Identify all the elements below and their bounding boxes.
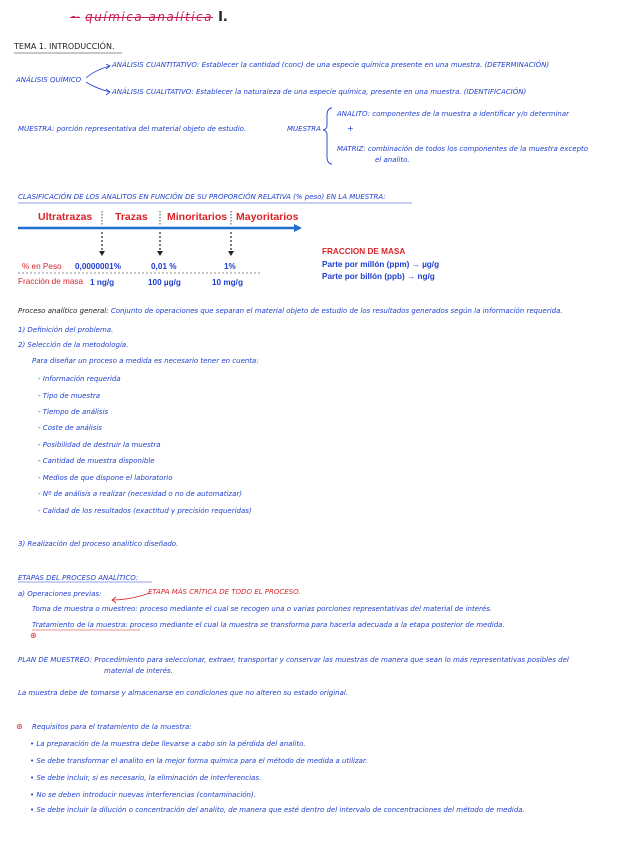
ppm-definition: Parte por millón (ppm) → µg/g <box>322 260 440 269</box>
para-disenar: Para diseñar un proceso a medida es necesario tener en cuenta: <box>32 357 259 365</box>
mass-value-2: 100 µg/g <box>148 278 181 287</box>
branch-arrow-down <box>86 82 110 92</box>
muestra-brace <box>323 108 332 164</box>
fraccion-masa-title: FRACCION DE MASA <box>322 247 406 256</box>
requisito-item: • No se deben introducir nuevas interferencias (contaminación). <box>30 791 256 799</box>
list-item: - Tipo de muestra <box>38 392 101 400</box>
percent-value-3: 1% <box>224 262 236 271</box>
list-item: - Información requerida <box>38 375 121 383</box>
toma-muestra: Toma de muestra o muestreo: proceso mediante el cual se recogen una o varias porciones representativas del material de interés. <box>32 605 493 613</box>
list-item: - Coste de análisis <box>38 424 102 432</box>
scale-down-arrow-head <box>228 251 234 256</box>
list-item: - Posibilidad de destruir la muestra <box>38 441 161 449</box>
analisis-label: ANÁLISIS QUÍMICO <box>16 76 82 84</box>
matriz-def-1: MATRIZ: combinación de todos los componentes de la muestra excepto <box>337 145 589 153</box>
title-number: I. <box>218 10 228 25</box>
category-minoritarios: Minoritarios <box>167 211 228 223</box>
list-item: - Calidad de los resultados (exactitud y precisión requeridas) <box>38 507 252 515</box>
proceso-intro-head: Proceso analítico general: <box>18 307 109 315</box>
percent-value-2: 0,01 % <box>151 262 177 271</box>
etapa-a: a) Operaciones previas: <box>18 590 102 598</box>
category-ultratrazas: Ultratrazas <box>38 211 93 223</box>
analisis-cuantitativo: ANÁLISIS CUANTITATIVO: Establecer la cantidad (conc) de una especie química presente en una muestra. (DETERMINACIÓN) <box>112 61 550 69</box>
title-main: química analítica <box>85 10 213 24</box>
scale-arrow-head <box>294 224 302 232</box>
percent-value-1: 0,0000001% <box>75 262 121 271</box>
topic-heading: TEMA 1. INTRODUCCIÓN. <box>14 42 115 51</box>
plan-muestreo-2: material de interés. <box>104 667 173 675</box>
plus-sign: + <box>347 124 354 133</box>
clasificacion-heading: CLASIFICACIÓN DE LOS ANALITOS EN FUNCIÓN DE SU PROPORCIÓN RELATIVA (% peso) EN LA MUESTRA: <box>18 193 386 201</box>
etapas-heading: ETAPAS DEL PROCESO ANALÍTICO: <box>18 574 139 582</box>
tratamiento-muestra: Tratamiento de la muestra: proceso mediante el cual la muestra se transforma para hacerla adecuada a la etapa posterior de medida. <box>32 621 505 629</box>
critica-arrow <box>112 593 150 600</box>
percent-label: % en Peso <box>22 262 62 271</box>
requisito-item: • Se debe incluir la dilución o concentración del analito, de manera que esté dentro del intervalo de concentraciones del método de medida. <box>30 806 525 814</box>
mass-label: Fracción de masa <box>18 277 84 286</box>
plan-muestreo-1: PLAN DE MUESTREO: Procedimiento para seleccionar, extraer, transportar y conservar las muestras de manera que sean lo más representativas posibles del <box>18 656 569 664</box>
list-item: - Tiempo de análisis <box>38 408 109 416</box>
category-mayoritarios: Mayoritarios <box>236 211 299 223</box>
mass-value-3: 10 mg/g <box>212 278 243 287</box>
ppb-definition: Parte por billón (ppb) → ng/g <box>322 272 435 281</box>
step-1: 1) Definición del problema. <box>18 326 114 334</box>
branch-arrow-up <box>86 66 110 78</box>
star-icon: ⊛ <box>16 722 23 731</box>
conservacion-note: La muestra debe de tomarse y almacenarse en condiciones que no alteren su estado original. <box>18 689 349 697</box>
category-trazas: Trazas <box>115 211 148 223</box>
mass-value-1: 1 ng/g <box>90 278 115 287</box>
star-icon: ⊛ <box>30 631 37 640</box>
scale-down-arrow-head <box>157 251 163 256</box>
step-3: 3) Realización del proceso analítico diseñado. <box>18 540 179 548</box>
step-2: 2) Selección de la metodología. <box>18 341 129 349</box>
analisis-cualitativo: ANÁLISIS CUALITATIVO: Establecer la naturaleza de una especie química, presente en una muestra. (IDENTIFICACIÓN) <box>112 88 527 96</box>
list-item: - Nº de análisis a realizar (necesidad o no de automatizar) <box>38 490 242 498</box>
analito-def: ANALITO: componentes de la muestra a identificar y/o determinar <box>337 110 569 118</box>
etapa-critica: ETAPA MÁS CRÍTICA DE TODO EL PROCESO. <box>148 588 301 596</box>
muestra-definicion: MUESTRA: porción representativa del material objeto de estudio. <box>18 125 247 133</box>
proceso-intro-text: Conjunto de operaciones que separan el material objeto de estudio de los resultados generados según la información requerida. <box>110 307 563 315</box>
requisito-item: • Se debe transformar el analito en la mejor forma química para el método de medida a utilizar. <box>30 757 368 765</box>
requisito-item: • Se debe incluir, si es necesario, la eliminación de interferencias. <box>30 774 262 782</box>
matriz-def-2: el analito. <box>375 156 410 164</box>
scale-down-arrow-head <box>99 251 105 256</box>
requisito-item: • La preparación de la muestra debe llevarse a cabo sin la pérdida del analito. <box>30 740 306 748</box>
requisitos-heading: Requisitos para el tratamiento de la muestra: <box>32 723 192 731</box>
branch-arrow-down-head <box>106 89 110 95</box>
title-prefix: ~ <box>70 10 81 24</box>
list-item: - Medios de que dispone el laboratorio <box>38 474 173 482</box>
list-item: - Cantidad de muestra disponible <box>38 457 155 465</box>
muestra-label: MUESTRA <box>287 125 321 133</box>
